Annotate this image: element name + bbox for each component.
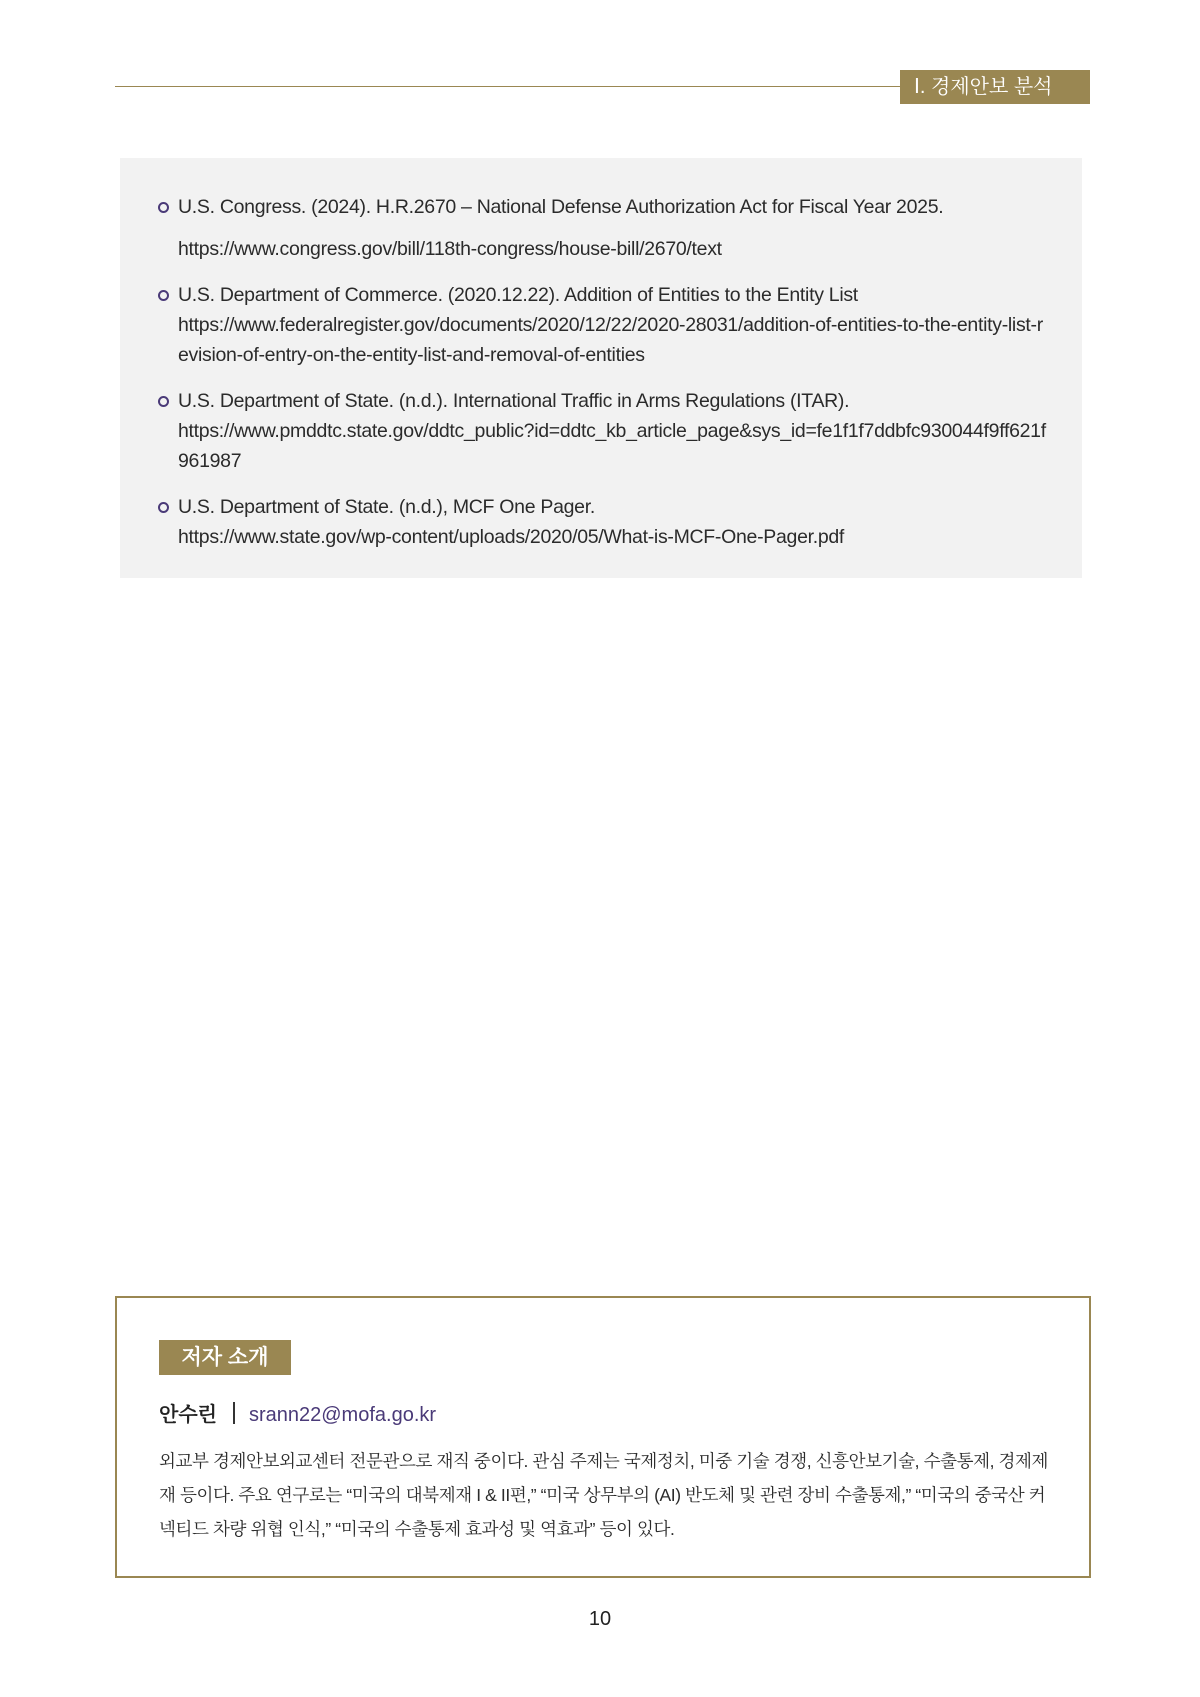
circle-bullet-icon [158, 396, 169, 407]
circle-bullet-icon [158, 202, 169, 213]
author-description: 외교부 경제안보외교센터 전문관으로 재직 중이다. 관심 주제는 국제정치, 미중 기술 경쟁, 신흥안보기술, 수출통제, 경제제재 등이다. 주요 연구로는 “미국의 대북제재 I & II편,” “미국 상무부의 (AI) 반도체 및 관련 장비 수출통제,” “미국의 중국산 커넥티드 차량 위협 인식,” “미국의 수출통제 효과성 및 역효과” 등이 있다. [159, 1451, 1049, 1539]
reference-item [158, 192, 1046, 264]
header-rule [115, 86, 900, 87]
reference-citation: U.S. Department of State. (n.d.). International Traffic in Arms Regulations (ITAR). [178, 390, 850, 412]
circle-bullet-icon [158, 502, 169, 513]
circle-bullet-icon [158, 290, 169, 301]
author-email[interactable]: srann22@mofa.go.kr [248, 1404, 437, 1426]
author-name: 안수린 [159, 1404, 217, 1426]
reference-url[interactable]: https://www.federalregister.gov/documents/2020/12/22/2020-28031/addition-of-entities-to-the-entity-list-revision-of-entry-on-the-entity-list-and-removal-of-entities [178, 314, 1043, 366]
author-line [159, 1400, 436, 1430]
reference-url[interactable]: https://www.congress.gov/bill/118th-congress/house-bill/2670/text [178, 238, 722, 260]
reference-citation: U.S. Department of State. (n.d.), MCF One Pager. [178, 496, 595, 518]
reference-url[interactable]: https://www.state.gov/wp-content/uploads/2020/05/What-is-MCF-One-Pager.pdf [178, 526, 845, 548]
reference-citation: U.S. Congress. (2024). H.R.2670 – National Defense Authorization Act for Fiscal Year 2025. [178, 196, 944, 218]
reference-url[interactable]: https://www.pmddtc.state.gov/ddtc_public?id=ddtc_kb_article_page&sys_id=fe1f1f7ddbfc930044f9ff621f961987 [178, 420, 1046, 472]
page-number: 10 [588, 1608, 612, 1630]
author-separator [233, 1402, 235, 1424]
reference-item [158, 280, 1046, 370]
author-badge: 저자 소개 [159, 1340, 291, 1375]
reference-item [158, 492, 1046, 552]
section-label: Ⅰ. 경제안보 분석 [900, 70, 1090, 104]
references-box [120, 158, 1082, 578]
reference-citation: U.S. Department of Commerce. (2020.12.22). Addition of Entities to the Entity List [178, 284, 858, 306]
reference-item [158, 386, 1046, 476]
author-intro-box [115, 1296, 1091, 1578]
